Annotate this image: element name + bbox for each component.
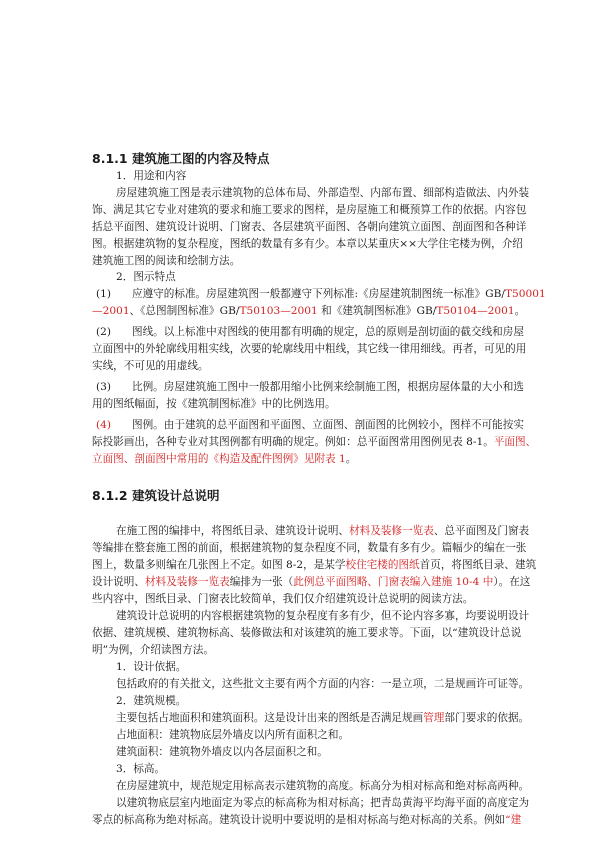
paragraph-line (92, 558, 536, 572)
paragraph-line: 建筑施工图的阅读和绘制方法。 (92, 255, 241, 267)
list-number: (2) (96, 326, 112, 338)
paragraph-line: 建筑设计总说明的内容根据建筑物的复杂程度有多有少，但不论内容多寡，均要说明设计 (116, 610, 530, 622)
subheading-features: 2．图示特点 (116, 271, 176, 283)
highlight-text: 材料及装修一览表 (349, 525, 434, 537)
paragraph-line (116, 524, 529, 538)
highlight-text: 立面图、剖面图中常用的《构造及配件图例》见附表 1 (92, 453, 346, 465)
list-item-line (92, 304, 525, 318)
standard-code: T50104—2001 (436, 305, 515, 317)
text-run: 应遵守的标准。房屋建筑图一般都遵守下列标准:《房屋建筑制图统一标准》GB/ (132, 288, 505, 300)
list-item-line: 图线。以上标准中对图线的使用都有明确的规定，总的原则是剖切面的截交线和房屋 (132, 326, 524, 338)
text-run: 首页，将图纸目录、建筑 (419, 559, 537, 571)
subheading-elevation: 3．标高。 (116, 763, 166, 775)
paragraph-line: 明”为例，介绍读图方法。 (92, 644, 214, 656)
section-heading-8-1-2: 8.1.2 建筑设计总说明 (92, 488, 220, 503)
subheading-usage: 1．用途和内容 (116, 170, 187, 182)
text-run: 主要包括占地面积和建筑面积。这是设计出来的图纸是否满足规画 (116, 712, 424, 724)
list-item-line (132, 287, 546, 301)
standard-code: T50001 (504, 288, 546, 300)
text-run: 。 (514, 305, 526, 317)
text-run: 零点的标高称为绝对标高。建筑设计说明中要说明的是相对标高与绝对标高的关系。例如 (92, 814, 506, 826)
paragraph-line: 等编排在整套施工图的前面，根据建筑物的复杂程度不同，数量有多有少。篇幅少的编在一张 (92, 542, 527, 554)
subheading-scale: 2．建筑规模。 (116, 695, 187, 707)
highlight-text: 平面图、 (493, 436, 537, 448)
highlight-text: 校住宅楼的图纸 (345, 559, 420, 571)
list-item-line: 比例。房屋建筑施工图中一般都用缩小比例来绘制施工图，根据房屋体量的大小和选 (132, 381, 524, 393)
paragraph-line: 些内容中，图纸目录、门窗表比较简单，我们仅介绍建筑设计总说明的阅读方法。 (92, 593, 474, 605)
list-item-line (92, 435, 536, 449)
paragraph-line: 以建筑物底层室内地面定为零点的标高称为相对标高；把青岛黄海平均海平面的高度定为 (116, 797, 530, 809)
paragraph-line: 房屋建筑施工图是表示建筑物的总体布局、外部造型、内部布置、细部构造做法、内外装 (116, 187, 530, 199)
list-item-line (92, 452, 356, 466)
paragraph-line: 占地面积：建筑物底层外墙皮以内所有面积之和。 (116, 729, 350, 741)
list-number: (4) (96, 419, 112, 431)
paragraph-line: 图。根据建筑物的复杂程度，图纸的数量有多有少。本章以某重庆××大学住宅楼为例，介绍 (92, 238, 523, 250)
list-number: (3) (96, 381, 112, 393)
paragraph-line: 在房屋建筑中，规范规定用标高表示建筑物的高度。标高分为相对标高和绝对标高两种。 (116, 780, 530, 792)
list-item-line: 用的图纸幅面，按《建筑制图标准》中的比例选用。 (92, 398, 336, 410)
highlight-text: 管理 (423, 712, 445, 724)
text-run: 际投影画出，各种专业对其图例都有明确的规定。例如：总平面图常用图例见表 8-1。 (92, 436, 494, 448)
paragraph-line: 建筑面积：建筑物外墙皮以内各层面积之和。 (116, 746, 328, 758)
highlight-text: “建 (505, 814, 522, 826)
subheading-design-basis: 1．设计依据。 (116, 661, 187, 673)
text-run: 设计说明、 (92, 576, 145, 588)
text-run: 、《总图制图标准》GB/ (129, 305, 240, 317)
text-run: 部门要求的依据。 (444, 712, 530, 724)
text-run: 和《建筑制图标准》GB/ (317, 305, 437, 317)
paragraph-line: 包括政府的有关批文，这些批文主要有两个方面的内容：一是立项，二是规画许可证等。 (116, 678, 530, 690)
text-run: 、总平面图及门窗表 (433, 525, 530, 537)
paragraph-line: 饰、满足其它专业对建筑的要求和施工要求的图样，是房屋施工和概预算工作的依据。内容包 (92, 204, 527, 216)
standard-code: T50103—2001 (239, 305, 318, 317)
text-run: 图上，数量多则编在几张图上不定。如图 8-2，是某学 (92, 559, 346, 571)
highlight-text: 材料及装修一览表 (144, 576, 230, 588)
list-number: (1) (96, 288, 112, 300)
paragraph-line (92, 575, 530, 589)
text-run: 在施工图的编排中，将图纸目录、建筑设计说明、 (116, 525, 350, 537)
section-heading-8-1-1: 8.1.1 建筑施工图的内容及特点 (92, 151, 270, 166)
text-run: 编排为一张（ (229, 576, 294, 588)
paragraph-line: 括总平面图、建筑设计说明、门窗表、各层建筑平面图、各朝向建筑立面图、剖面图和各种详 (92, 221, 527, 233)
text-run: ）。在这 (493, 576, 531, 588)
list-item-line: 立面图中的外轮廓线用粗实线，次要的轮廓线用中粗线，其它线一律用细线。再者，可见的用 (92, 343, 527, 355)
standard-code: —2001 (92, 305, 130, 317)
text-run: 。 (345, 453, 357, 465)
list-item-line: 实线，不可见的用虚线。 (92, 360, 209, 372)
list-item-line: 图例。由于建筑的总平面图和平面图、立面图、剖面图的比例较小，图样不可能按实 (132, 419, 524, 431)
paragraph-line (92, 813, 521, 827)
paragraph-line: 依据、建筑规模、建筑物标高、装修做法和对该建筑的施工要求等。下面，以“建筑设计总说 (92, 627, 522, 639)
paragraph-line (116, 711, 529, 725)
highlight-text: 此例总平面图略、门窗表编入建施 10-4 中 (293, 576, 494, 588)
